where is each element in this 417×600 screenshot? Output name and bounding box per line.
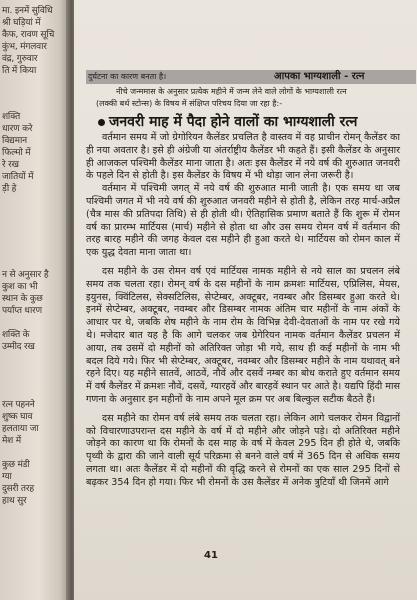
left-page-line: मा. इनमें सुविधि xyxy=(2,6,53,16)
paragraph: दस महीने के उस रोमन वर्ष एवं मार्टियस नामक महीने से नये साल का प्रचलन लंबे समय तक चलता रहा। रोमन् वर्ष के दस महीनों के नाम क्रमशः मार्टियस, एप्रिलिस, मेयस, इयुनस, क्विंटिलस, सेक्सटिलिस, सेप्टेम्बर, अक्टूबर, नवम्बर और डिसम्बर हुआ करते थे। इनमें सेप्टेम्बर, अक्टूबर, नवम्बर और डिसम्बर नामक अंतिम चार महीनों के नाम अंकों के आधार पर थे, जबकि शेष महीने के नाम रोम के विभिन्न देवी-देवताओं के नाम पर रखे गये थे। मजेदार बात यह है कि आगे चलकर जब ग्रेगेरियन नामक वर्तमान कैलेंडर प्रचलन में आया, तब उसमें दो महीनों को अतिरिक्त जोड़ा भी गये, साथ ही कई महीनों के नाम भी बदल दिये गये। फिर भी सेप्टेम्बर, अक्टूबर, नवम्बर और डिसम्बर महीने के नाम यथावत् बने रहने दिए। यह महीने सातवें, आठवें, नौवें और दसवें नम्बर का बोध कराते हुए वर्तमान समय में वर्ष कैलेंडर में क्रमशः नौवें, दसवें, ग्यारहवें और बारहवें स्थान पर आते है। यद्यपि हिंदी मास गणना के अनुसार इन महीनों के नाम अपने मूल क्रम पर अब बिल्कुल सटीक बैठते हैं। xyxy=(86,265,400,405)
intro-line-1: नीचे जन्ममास के अनुसार प्रत्येक महीने में जन्म लेने वाले लोगों के भाग्यशाली रत्न xyxy=(116,87,347,96)
left-page-line: जातियों में xyxy=(2,172,34,182)
left-page-line: न से अनुसार है xyxy=(2,270,49,280)
left-page-line: पर्याप्त धारण xyxy=(2,306,42,316)
left-page-line: स्थान के कुछ xyxy=(2,294,43,304)
left-page-line: कुश का भी xyxy=(2,282,38,292)
running-head: आपका भाग्यशाली - रत्न xyxy=(274,71,365,82)
left-page-line: विद्यमान xyxy=(2,136,27,146)
left-page-line: शुष्क घाव xyxy=(2,412,33,422)
left-page-line: फिल्मो में xyxy=(2,148,31,158)
chapter-heading-text: जनवरी माह में पैदा होने वालों का भाग्यशाली रत्न xyxy=(109,114,358,130)
left-page-line: ड़ी हे xyxy=(2,184,17,194)
intro-line-2: (लक्की बर्थ स्टोन्स) के विषय में संक्षिप्त परिचय दिया जा रहा है:- xyxy=(96,99,283,108)
paragraph: वर्तमान में पश्चिमी जगत् में नये वर्ष की शुरुआत मानी जाती है। एक समय था जब पश्चिमी जगत में भी नये वर्ष की शुरुआत जनवरी महीने से होती है, लेकिन तरह मार्च-अप्रैल (चैत्र मास की प्रतिपदा तिथि) से ही होती थी। ऐतिहासिक प्रमाण बताते हैं कि शुरू में रोमन वर्ष का प्रारम्भ मार्टियस (मार्च) महीने से होता था और उस समय रोमन वर्ष में वर्तमान की तरह बारह महीने की जगह केवल दस महीने ही हुआ करते थे। मार्टियस को रोमन काल में एक युद्ध देवता माना जाता था। xyxy=(86,183,400,259)
left-page-line: धारण करे xyxy=(2,124,33,134)
left-page-line: मेश में xyxy=(2,436,21,446)
left-page-line: कुछ मंडी xyxy=(2,460,30,470)
left-page-line: रे रख xyxy=(2,160,19,170)
body-text xyxy=(86,132,400,490)
bullet-icon xyxy=(98,119,105,126)
left-page-line: शक्ति xyxy=(2,112,21,122)
left-page-line: रत्न पहनने xyxy=(2,400,35,410)
left-page-line: श्री घड़ियां में xyxy=(2,18,41,28)
running-title: दुर्घटना का कारण बनता है। xyxy=(88,72,167,81)
right-page xyxy=(74,0,417,600)
paragraph: दस महीने का रोमन वर्ष लंबे समय तक चलता रहा। लेकिन आगे चलकर रोमन विद्वानों को विचारणाउपरान्त दस महीने के वर्ष में दो महीने और जोड़ने पड़े। दो अतिरिक्त महीने जोड़ने का कारण था कि रोमनों के दस माह के वर्ष में केवल 295 दिन ही होते थे, जबकि पृथ्वी के द्वारा की जाने वाली सूर्य परिक्रमा से बनने वाले वर्ष में 365 दिन से अधिक समय लगता था। अतः कैलेंडर में दो महीनों की वृद्धि करने से रोमनों का एक साल 295 दिनों से बढ़कर 354 दिन हो गया। फिर भी रोमनों के उस कैलेंडर में अनेक त्रुटियाँ थी जिनमें आगे xyxy=(86,412,400,488)
left-page-line: कुंभ, मंगलवार xyxy=(2,42,47,52)
left-page-line: दुसरी तरह xyxy=(2,484,34,494)
left-page-line: वंद्र, गुरुवार xyxy=(2,54,38,64)
left-page-line: शक्ति के xyxy=(2,330,30,340)
page-number: 41 xyxy=(204,550,218,561)
intro-block xyxy=(96,86,400,110)
left-page-line: ति में किया xyxy=(2,66,37,76)
left-page xyxy=(0,0,70,600)
left-page-line: ग्या xyxy=(2,472,12,482)
left-page-line: उम्मीद रख xyxy=(2,342,35,352)
paragraph: वर्तमान समय में जो ग्रेगोरियन कैलेंडर प्रचलित है वास्तव में वह प्राचीन रोमन् कैलेंडर का ही नया अवतार है। इसे ही अंग्रेजी या अंतर्राष्ट्रीय कैलेंडर भी कहते हैं। इसी कैलेंडर के अनुसार ही आजकल पश्चिमी कैलेंडर माना जाता है। अतः इस कैलेंडर में नये वर्ष की शुरुआत जनवरी के पहले दिन से होती है। इस कैलेंडर के विषय में भी थोड़ा जान लेना जरूरी है। xyxy=(86,132,400,182)
left-page-line: कैफ, रावण सूचि xyxy=(2,30,55,40)
left-page-line: हलताया जा xyxy=(2,424,39,434)
left-page-line: हाथ सुर xyxy=(2,496,27,506)
chapter-heading xyxy=(98,112,357,131)
